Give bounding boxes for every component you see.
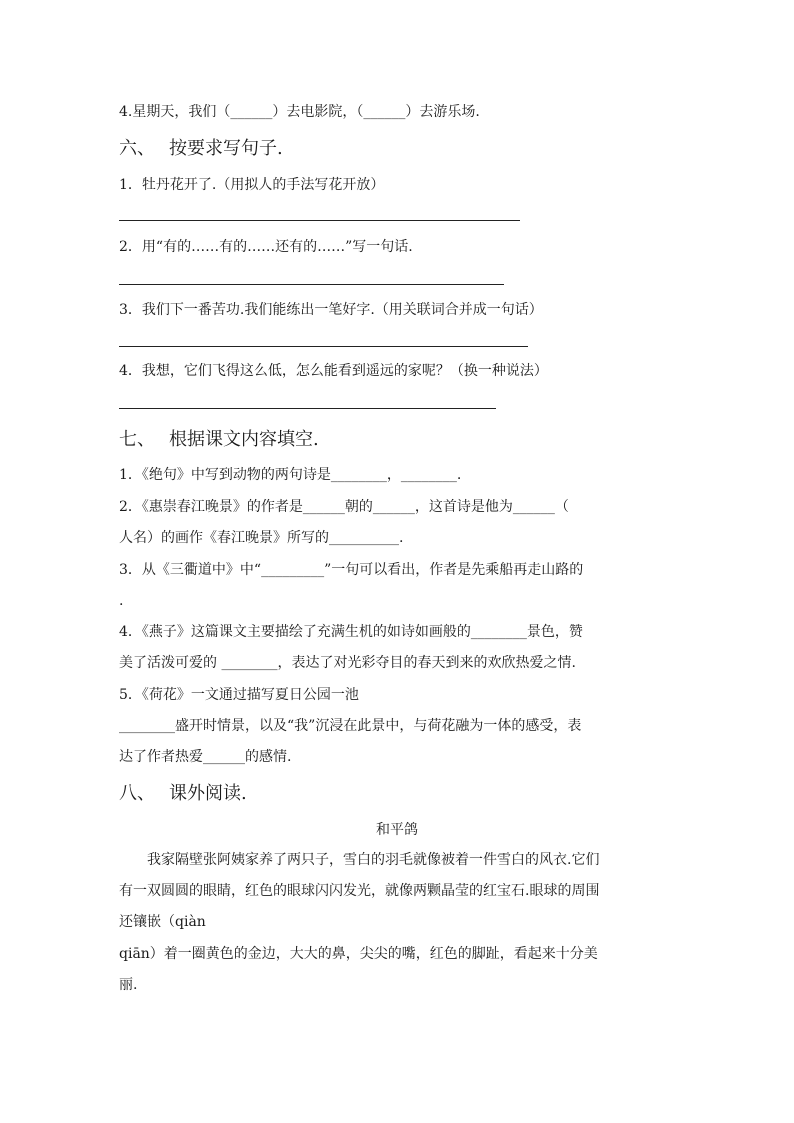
- question-line: 3．我们下一番苦功.我们能练出一笔好字.（用关联词合并成一句话）: [119, 302, 543, 318]
- section-number: 七、: [119, 429, 155, 450]
- paragraph-line: 丽.: [119, 977, 138, 993]
- fill-line: ________盛开时情景，以及“我”沉浸在此景中，与荷花融为一体的感受，表: [119, 718, 582, 734]
- section-number: 六、: [119, 138, 155, 159]
- fill-line: 3．从《三衢道中》中“_________”一句可以看出，作者是先乘船再走山路的: [119, 562, 584, 578]
- paragraph-line: 有一双圆圆的眼睛，红色的眼球闪闪发光，就像两颗晶莹的红宝石.眼球的周围: [119, 883, 600, 899]
- question-line: 4．我想，它们飞得这么低，怎么能看到遥远的家呢？（换一种说法）: [119, 363, 548, 379]
- fill-line: 5．《荷花》一文通过描写夏日公园一池: [119, 687, 359, 703]
- answer-line: [119, 284, 504, 285]
- paragraph-line: qiān）着一圈黄色的金边，大大的鼻，尖尖的嘴，红色的脚趾，看起来十分美: [119, 946, 598, 962]
- fill-line: 美了活泼可爱的 ________，表达了对光彩夺目的春天到来的欢欣热爱之情.: [119, 655, 576, 671]
- section-title: 根据课文内容填空.: [169, 429, 319, 450]
- section-title: 按要求写句子.: [169, 138, 283, 159]
- fill-line: 1．《绝句》中写到动物的两句诗是________，________.: [119, 467, 462, 483]
- question-line: 1．牡丹花开了.（用拟人的手法写花开放）: [119, 177, 385, 193]
- answer-line: [119, 220, 520, 221]
- paragraph-line: 还镶嵌（qiàn: [119, 914, 206, 930]
- section-title: 课外阅读.: [169, 783, 247, 804]
- section-number: 八、: [119, 783, 155, 804]
- answer-line: [119, 346, 528, 347]
- section-heading: [119, 137, 283, 161]
- paragraph-line: 我家隔壁张阿姨家养了两只子，雪白的羽毛就像被着一件雪白的风衣.它们: [119, 852, 600, 868]
- fill-line: 2．《惠崇春江晚景》的作者是______朝的______，这首诗是他为______（: [119, 499, 569, 515]
- fill-line: 4．《燕子》这篇课文主要描绘了充满生机的如诗如画般的________景色，赞: [119, 624, 583, 640]
- answer-line: [119, 408, 496, 409]
- fill-line: .: [119, 593, 124, 609]
- story-title: 和平鸽: [376, 822, 418, 838]
- question-line: 4.星期天，我们（______）去电影院，（______）去游乐场.: [119, 104, 480, 120]
- section-heading: [119, 428, 319, 452]
- section-heading: [119, 782, 247, 806]
- question-line: 2．用“有的……有的……还有的……”写一句话.: [119, 239, 413, 255]
- fill-line: 达了作者热爱______的感情.: [119, 749, 292, 765]
- fill-line: 人名）的画作《春江晚景》所写的__________.: [119, 530, 404, 546]
